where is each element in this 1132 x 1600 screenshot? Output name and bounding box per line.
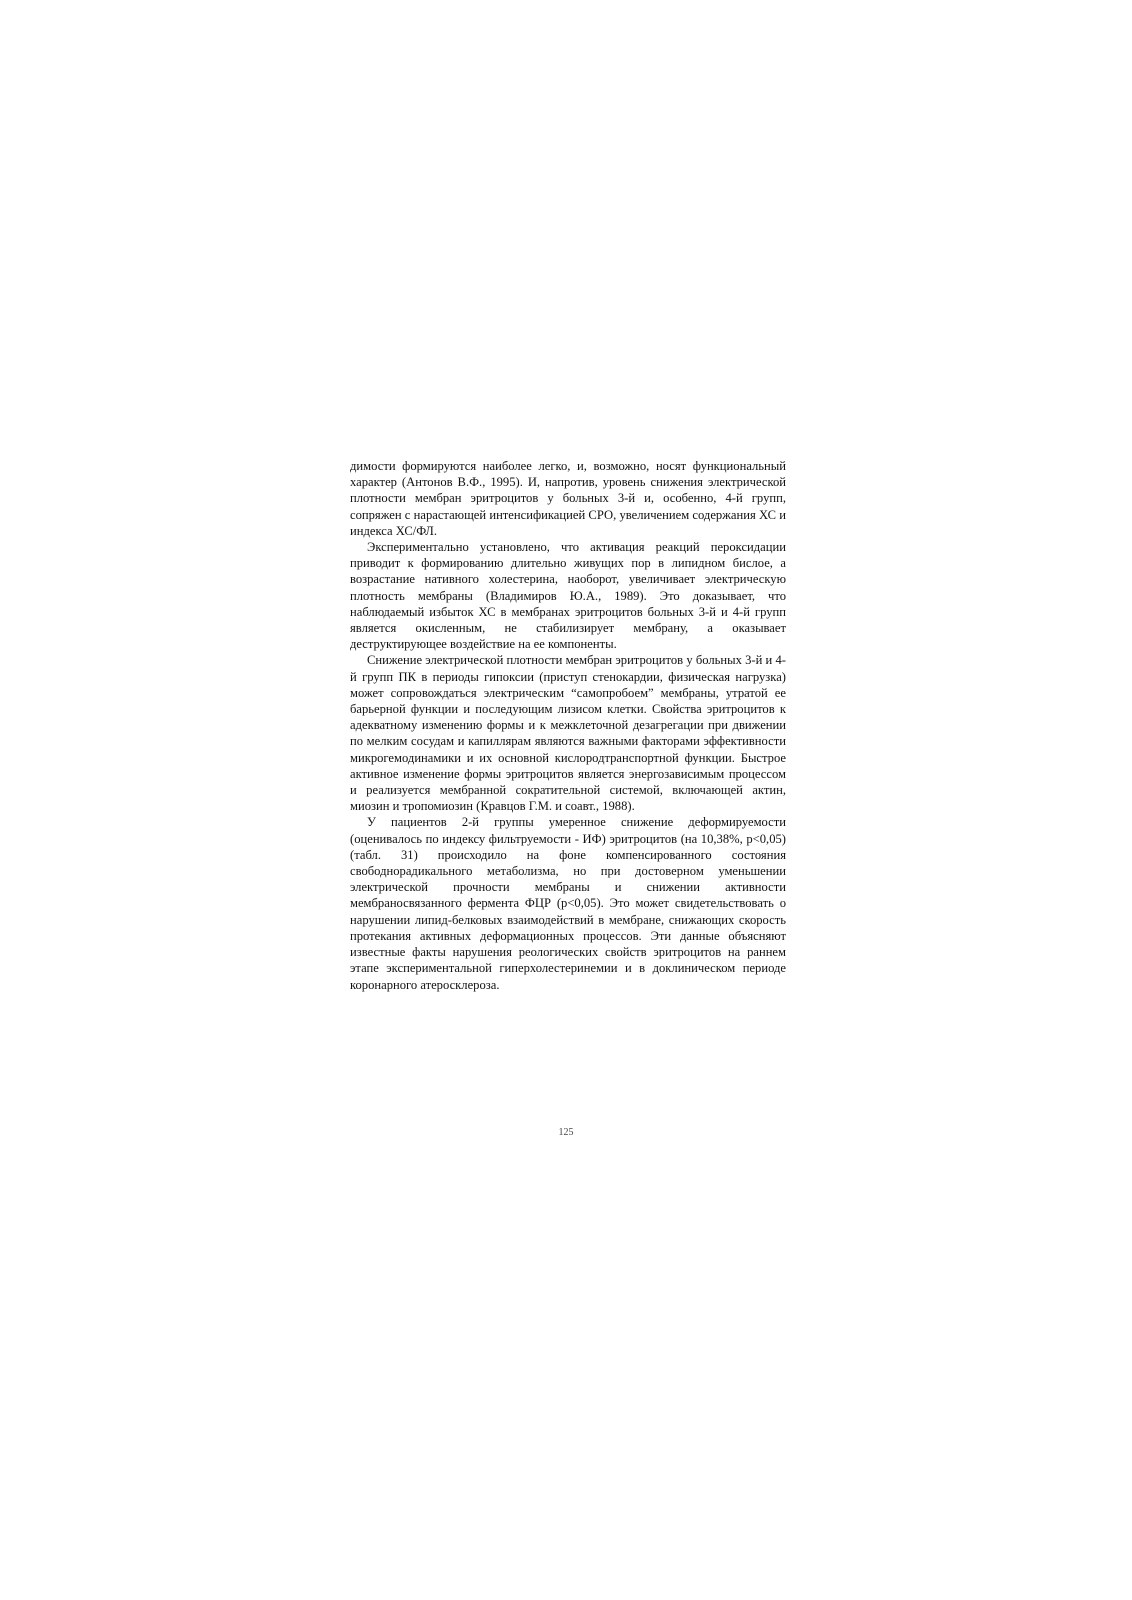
- paragraph-continuation: димости формируются наиболее легко, и, возможно, носят функциональный характер (Антонов В.Ф., 1995). И, напротив, уровень снижения электрической плотности мембран эритроцитов у больных 3-й и, особенно, 4-й групп, сопряжен с нарастающей интенсификацией СРО, увеличением содержания ХС и индекса ХС/ФЛ.: [350, 459, 786, 538]
- page-number: 125: [558, 1127, 574, 1138]
- body-text: [350, 458, 786, 993]
- paragraph: У пациентов 2-й группы умеренное снижение деформируемости (оценивалось по индексу фильтруемости - ИФ) эритроцитов (на 10,38%, p<0,05) (табл. 31) происходило на фоне компенсированного состояния свободнорадикального метаболизма, но при достоверном уменьшении электрической прочности мембраны и снижении активности мембраносвязанного фермента ФЦР (p<0,05). Это может свидетельствовать о нарушении липид-белковых взаимодействий в мембране, снижающих скорость протекания активных деформационных процессов. Эти данные объясняют известные факты нарушения реологических свойств эритроцитов на раннем этапе экспериментальной гиперхолестеринемии и в доклиническом периоде коронарного атеросклероза.: [350, 815, 786, 992]
- paragraph: Снижение электрической плотности мембран эритроцитов у больных 3-й и 4-й групп ПК в периоды гипоксии (приступ стенокардии, физическая нагрузка) может сопровождаться электрическим “самопробоем” мембраны, утратой ее барьерной функции и последующим лизисом клетки. Свойства эритроцитов к адекватному изменению формы и к межклеточной дезагрегации при движении по мелким сосудам и капиллярам являются важными факторами эффективности микрогемодинамики и их основной кислородтранспортной функции. Быстрое активное изменение формы эритроцитов является энергозависимым процессом и реализуется мембранной сократительной системой, включающей актин, миозин и тропомиозин (Кравцов Г.М. и соавт., 1988).: [350, 653, 786, 814]
- paragraph: Экспериментально установлено, что активация реакций пероксидации приводит к формированию длительно живущих пор в липидном бислое, а возрастание нативного холестерина, наоборот, увеличивает электрическую плотность мембраны (Владимиров Ю.А., 1989). Это доказывает, что наблюдаемый избыток ХС в мембранах эритроцитов больных 3-й и 4-й групп является окисленным, не стабилизирует мембрану, а оказывает деструктирующее воздействие на ее компоненты.: [350, 540, 786, 652]
